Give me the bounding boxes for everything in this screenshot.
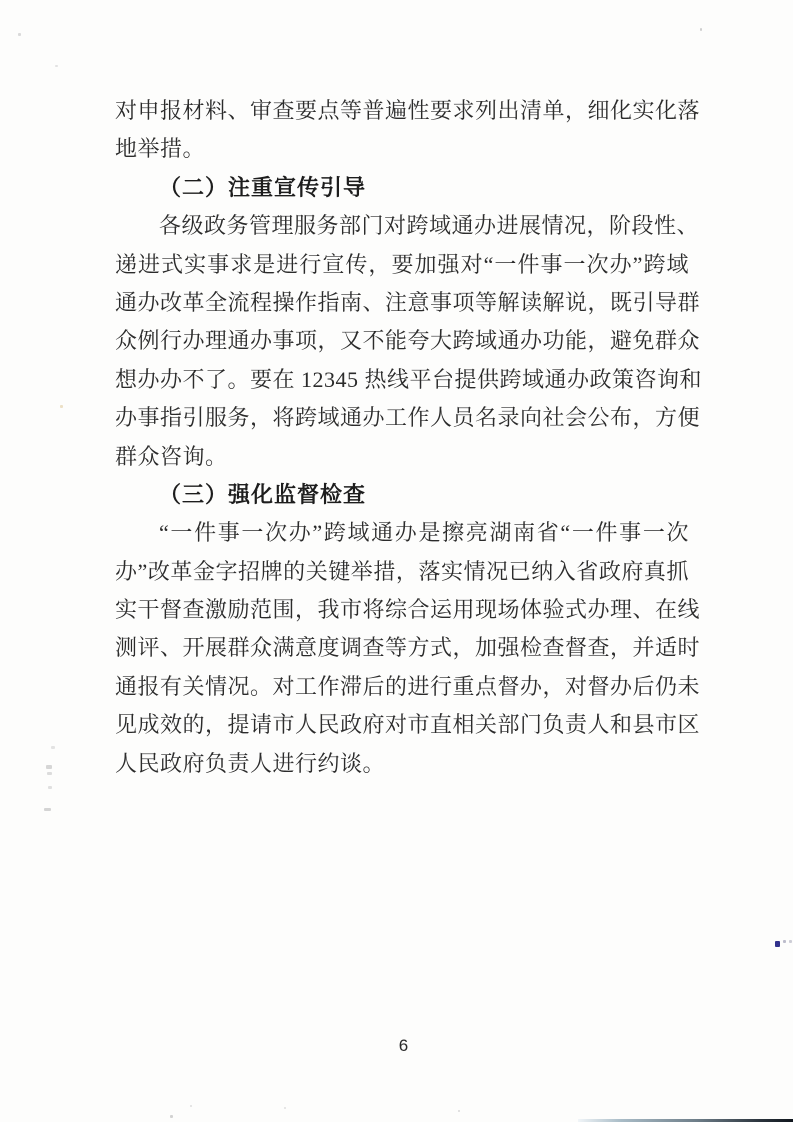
text-line: “一件事一次办”跨域通办是擦亮湖南省“一件事一次: [159, 520, 689, 546]
text-line: 递进式实事求是进行宣传，要加强对“一件事一次办”跨域: [115, 251, 689, 277]
scan-speck: [18, 33, 21, 36]
scan-speck: [46, 765, 52, 769]
page-number: 6: [398, 1036, 409, 1055]
text-line: 办”改革金字招牌的关键举措，落实情况已纳入省政府真抓: [115, 558, 689, 584]
text-line: 群众咨询。: [115, 443, 228, 469]
text-line: 众例行办理通办事项，又不能夸大跨域通办功能，避免群众: [115, 328, 701, 354]
scan-speck: [789, 940, 792, 943]
scan-speck: [44, 808, 51, 811]
scan-speck: [783, 940, 786, 943]
text-line: 通办改革全流程操作指南、注意事项等解读解说，既引导群: [115, 289, 701, 315]
scan-speck: [700, 28, 702, 31]
section-heading: （三）强化监督检查: [159, 481, 367, 507]
text-line: 通报有关情况。对工作滞后的进行重点督办，对督办后仍未: [115, 673, 701, 699]
scan-speck: [48, 786, 52, 789]
document-body: [115, 92, 703, 783]
scan-speck: [47, 772, 52, 775]
scan-speck: [60, 405, 63, 408]
text-line: 测评、开展群众满意度调查等方式，加强检查督查，并适时: [115, 635, 701, 661]
scan-speck: [458, 1110, 460, 1112]
scan-speck: [190, 1105, 192, 1107]
text-line: 地举措。: [115, 136, 206, 162]
scan-speck: [775, 941, 780, 947]
scan-speck: [284, 1107, 286, 1109]
scan-speck: [55, 65, 58, 67]
scan-speck: [170, 1115, 173, 1118]
text-line: 各级政务管理服务部门对跨域通办进展情况，阶段性、: [159, 213, 700, 239]
text-line: 实干督查激励范围，我市将综合运用现场体验式办理、在线: [115, 597, 701, 623]
text-line: 对申报材料、审查要点等普遍性要求列出清单，细化实化落: [115, 98, 701, 123]
scan-speck: [51, 746, 55, 749]
text-line: 办事指引服务，将跨域通办工作人员名录向社会公布，方便: [115, 405, 701, 431]
text-line: 想办办不了。要在 12345 热线平台提供跨域通办政策咨询和: [115, 366, 703, 392]
text-line: 见成效的，提请市人民政府对市直相关部门负责人和县市区: [115, 712, 701, 738]
section-heading: （二）注重宣传引导: [159, 174, 367, 200]
text-line: 人民政府负责人进行约谈。: [115, 750, 386, 776]
